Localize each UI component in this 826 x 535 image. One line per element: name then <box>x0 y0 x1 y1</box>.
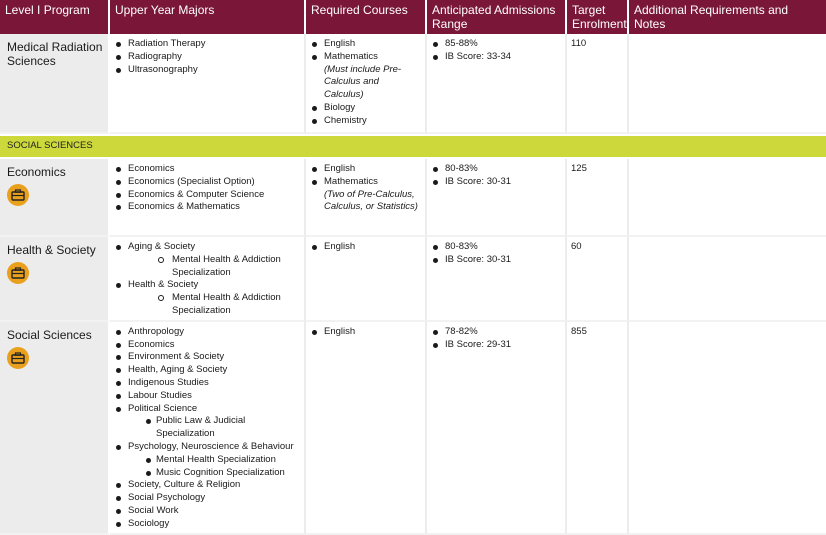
major-label: Health & Society <box>128 279 199 291</box>
major-label: Psychology, Neuroscience & Behaviour <box>128 440 294 452</box>
enrolment-cell <box>567 34 629 134</box>
majors-cell <box>110 322 306 535</box>
section-label: SOCIAL SCIENCES <box>0 134 826 159</box>
program-name: Health & Society <box>7 243 96 257</box>
briefcase-icon <box>7 262 29 284</box>
list-item: IB Score: 33-34 <box>431 51 561 64</box>
enrolment-value: 855 <box>571 325 587 337</box>
program-name: Economics <box>7 165 66 179</box>
list-item: Chemistry <box>310 115 421 128</box>
program-name: Medical Radiation Sciences <box>7 40 103 68</box>
list-item: 80-83% <box>431 163 561 176</box>
notes-cell <box>629 34 826 134</box>
course-note: (Two of Pre-Calculus, Calculus, or Statistics) <box>324 188 418 213</box>
majors-cell <box>110 159 306 237</box>
header-target-enrolment: Target Enrolment <box>567 0 629 34</box>
list-item: IB Score: 30-31 <box>431 254 561 267</box>
list-item <box>114 441 300 479</box>
major-label: Aging & Society <box>128 241 196 252</box>
list-item: Mental Health & Addiction Specialization <box>158 292 300 318</box>
table-row <box>0 237 826 322</box>
program-cell <box>0 237 110 322</box>
enrolment-value: 60 <box>571 241 582 252</box>
list-item: Mathematics <box>310 176 421 189</box>
courses-cell <box>306 237 427 322</box>
list-item: Biology <box>310 102 421 115</box>
list-item: Sociology <box>114 518 300 531</box>
majors-cell <box>110 237 306 322</box>
list-item: English <box>310 326 421 339</box>
range-cell <box>427 322 567 535</box>
list-item: Health, Aging & Society <box>114 364 300 377</box>
list-item: English <box>310 38 421 51</box>
courses-cell <box>306 159 427 237</box>
enrolment-cell <box>567 237 629 322</box>
range-cell <box>427 159 567 237</box>
list-item: Radiography <box>114 51 300 64</box>
list-item: IB Score: 29-31 <box>431 339 561 352</box>
list-item: Mental Health Specialization <box>146 454 300 467</box>
enrolment-cell <box>567 322 629 535</box>
notes-cell <box>629 322 826 535</box>
list-item: Social Work <box>114 505 300 518</box>
table-row <box>0 34 826 134</box>
notes-cell <box>629 159 826 237</box>
range-cell <box>427 237 567 322</box>
program-cell <box>0 159 110 237</box>
major-label: Political Science <box>128 402 198 414</box>
list-item: Mental Health & Addiction Specialization <box>158 254 300 280</box>
majors-cell <box>110 34 306 134</box>
header-upper-year-majors: Upper Year Majors <box>110 0 306 34</box>
list-item: Ultrasonography <box>114 64 300 77</box>
list-item: 78-82% <box>431 326 561 339</box>
list-item: Society, Culture & Religion <box>114 479 300 492</box>
list-item: Anthropology <box>114 326 300 339</box>
list-item: English <box>310 241 421 254</box>
list-item: 80-83% <box>431 241 561 254</box>
notes-cell <box>629 237 826 322</box>
list-item: Economics <box>114 163 300 176</box>
enrolment-value: 125 <box>571 163 587 174</box>
briefcase-icon <box>7 347 29 369</box>
header-level-i-program: Level I Program <box>0 0 110 34</box>
list-item: Public Law & Judicial Specialization <box>146 415 300 441</box>
courses-cell <box>306 34 427 134</box>
header-additional-requirements: Additional Requirements and Notes <box>629 0 826 34</box>
program-name: Social Sciences <box>7 327 92 342</box>
list-item: Indigenous Studies <box>114 377 300 390</box>
table-row <box>0 322 826 535</box>
list-item: IB Score: 30-31 <box>431 176 561 189</box>
course-note: (Must include Pre-Calculus and Calculus) <box>324 63 402 101</box>
list-item: 85-88% <box>431 38 561 51</box>
courses-cell <box>306 322 427 535</box>
list-item: Economics <box>114 339 300 352</box>
program-cell <box>0 322 110 535</box>
list-item <box>114 403 300 441</box>
list-item: Economics & Computer Science <box>114 189 300 202</box>
header-required-courses: Required Courses <box>306 0 427 34</box>
list-item: Music Cognition Specialization <box>146 467 300 480</box>
header-admissions-range: Anticipated Admissions Range <box>427 0 567 34</box>
range-cell <box>427 34 567 134</box>
list-item <box>114 241 300 279</box>
list-item <box>114 279 300 317</box>
program-cell <box>0 34 110 134</box>
section-row <box>0 134 826 159</box>
list-item: Environment & Society <box>114 351 300 364</box>
enrolment-value: 110 <box>571 38 587 49</box>
header-row <box>0 0 826 34</box>
list-item: Economics & Mathematics <box>114 201 300 214</box>
list-item: Economics (Specialist Option) <box>114 176 300 189</box>
list-item: English <box>310 163 421 176</box>
list-item: Mathematics <box>310 51 421 64</box>
list-item: Radiation Therapy <box>114 38 300 51</box>
list-item: Labour Studies <box>114 390 300 403</box>
briefcase-icon <box>7 184 29 206</box>
list-item: Social Psychology <box>114 492 300 505</box>
enrolment-cell <box>567 159 629 237</box>
table-row <box>0 159 826 237</box>
